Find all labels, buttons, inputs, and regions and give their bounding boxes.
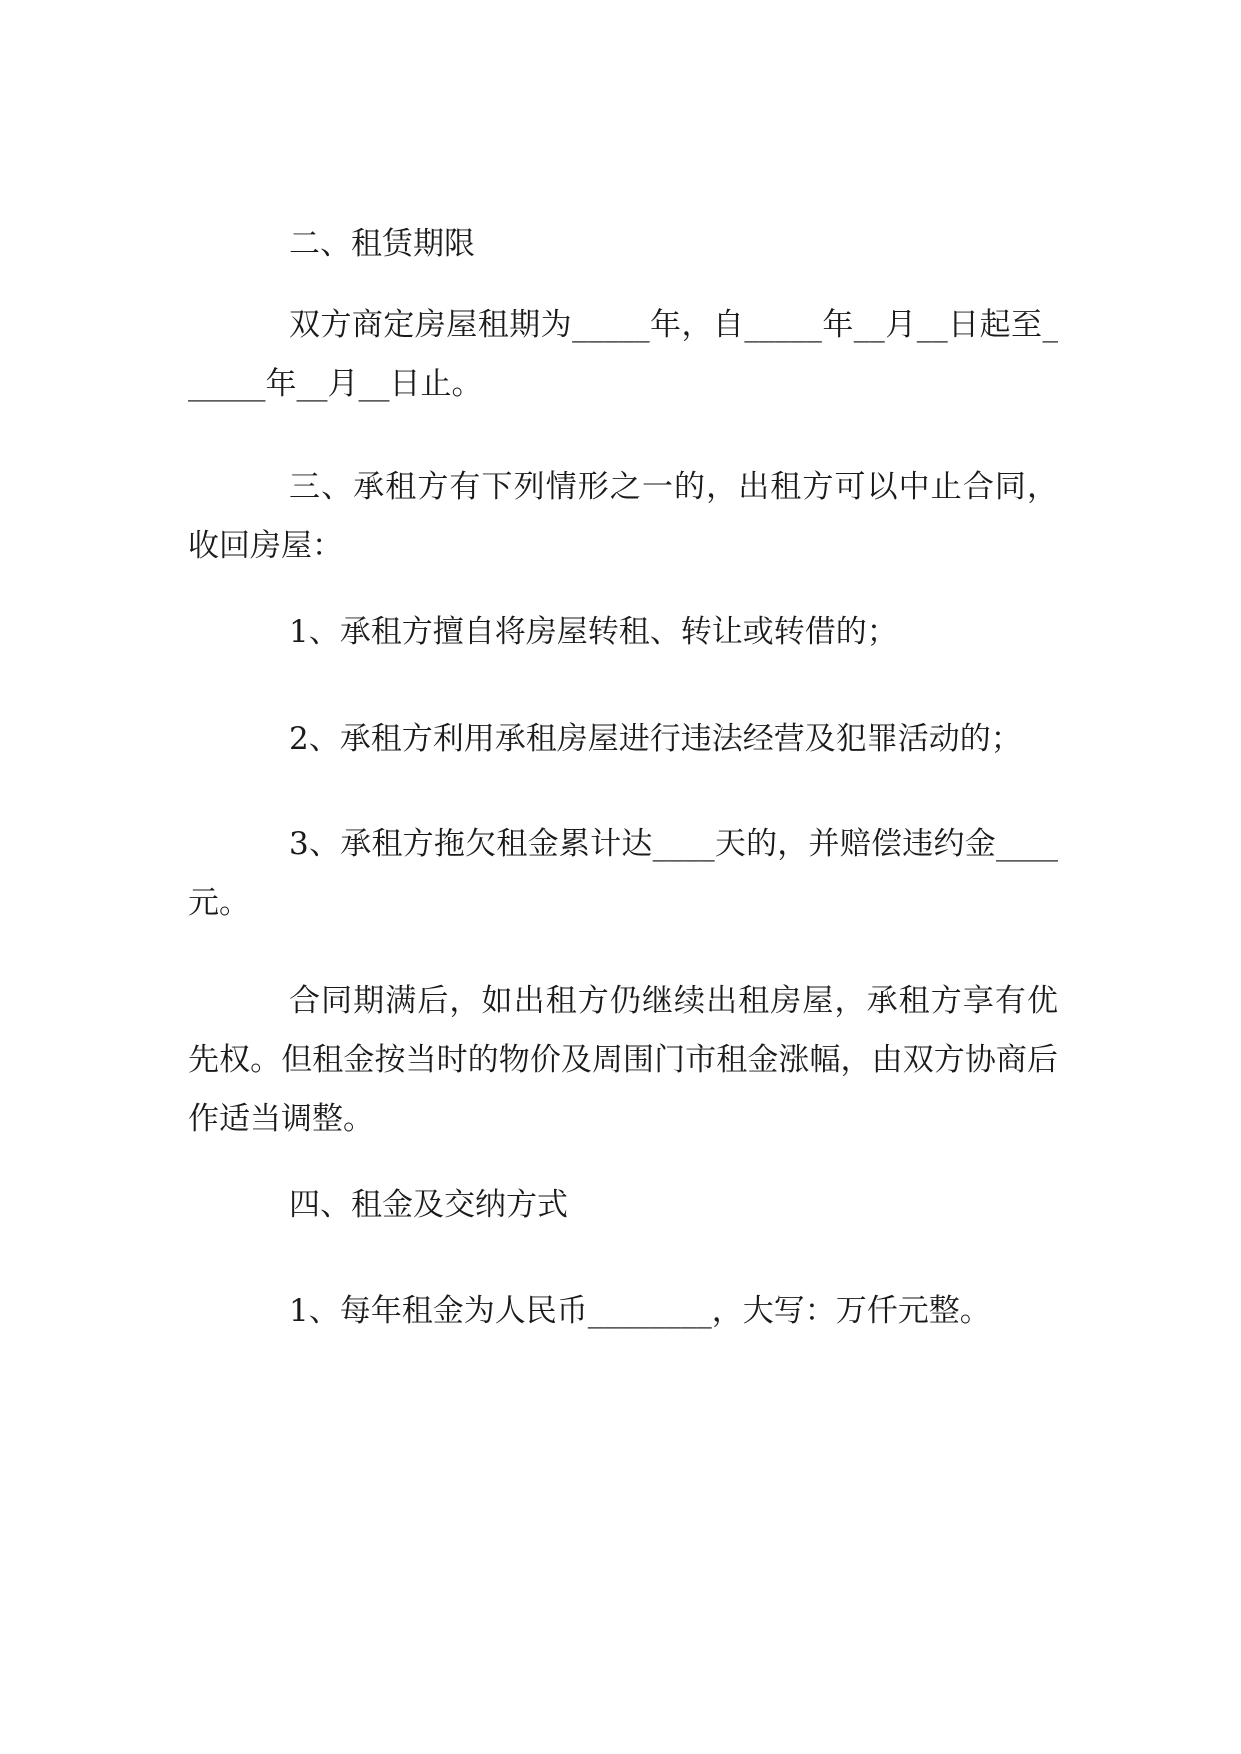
termination-item-1: 1、承租方擅自将房屋转租、转让或转借的； [289,614,898,650]
rent-item-1: 1、每年租金为人民币________，大写：万仟元整。 [289,1293,991,1329]
section-heading-lease-term: 二、租赁期限 [289,226,475,262]
termination-item-3: 3、承租方拖欠租金累计达____天的，并赔偿违约金____元。 [188,826,1058,921]
lease-term-paragraph: 双方商定房屋租期为_____年，自_____年__月__日起至______年__月__日止。 [188,307,1058,402]
renewal-paragraph: 合同期满后，如出租方仍继续出租房屋，承租方享有优先权。但租金按当时的物价及周围门市租金涨幅，由双方协商后作适当调整。 [188,983,1058,1137]
termination-item-2: 2、承租方利用承租房屋进行违法经营及犯罪活动的； [289,721,1022,757]
section-heading-termination: 三、承租方有下列情形之一的，出租方可以中止合同，收回房屋： [188,469,1058,564]
section-heading-rent-payment: 四、租金及交纳方式 [289,1187,568,1223]
